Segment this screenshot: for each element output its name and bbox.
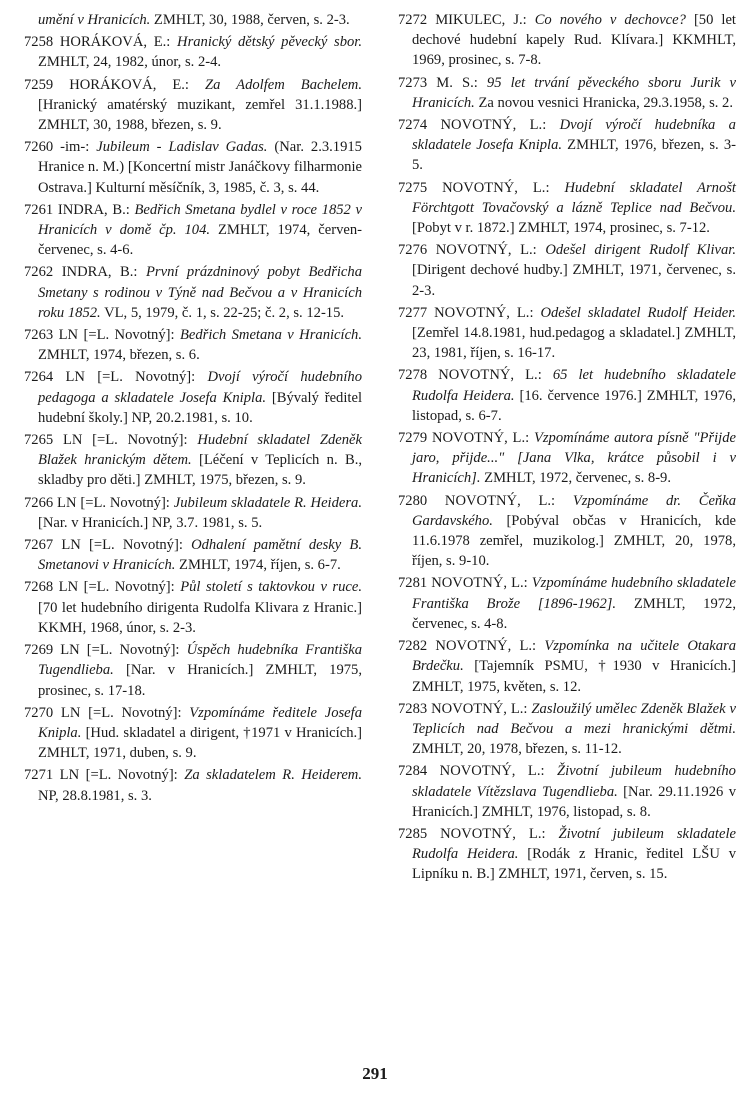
- entry-details: ZMHLT, 24, 1982, únor, s. 2-4.: [38, 54, 222, 71]
- entry-author: 7279 NOVOTNÝ, L.:: [398, 430, 534, 447]
- bibliography-entry: [398, 178, 736, 239]
- bibliography-entry: [398, 10, 736, 71]
- entry-title: Za skladatelem R. Heiderem.: [184, 767, 362, 784]
- entry-title: Vzpomínáme dr. Čeňka Gardavského.: [412, 492, 736, 529]
- entry-author: 7268 LN [=L. Novotný]:: [24, 579, 181, 596]
- entry-details: (Nar. 2.3.1915 Hranice n. M.) [Koncertní mistr Janáčkovy filharmonie Ostrava.] Kulturní měsíčník, 3, 1985, č. 3, s. 44.: [38, 139, 362, 196]
- entry-details: Za novou vesnici Hranicka, 29.3.1958, s. 2.: [474, 94, 734, 111]
- bibliography-entry: [398, 240, 736, 301]
- bibliography-entry: [398, 636, 736, 697]
- entry-details: [Nar. v Hranicích.] ZMHLT, 1975, prosinec, s. 17-18.: [38, 662, 362, 699]
- entry-author: 7260 -im-:: [24, 139, 97, 156]
- entry-author: 7266 LN [=L. Novotný]:: [24, 494, 174, 511]
- entry-details: [Rodák z Hranic, ředitel LŠU v Lipníku n. B.] ZMHLT, 1971, červen, s. 15.: [412, 846, 736, 883]
- entry-author: 7278 NOVOTNÝ, L.:: [398, 367, 553, 384]
- bibliography-entry: [24, 137, 362, 198]
- entry-details: ZMHLT, 1972, červenec, s. 8-9.: [480, 470, 671, 487]
- entry-details: [Léčení v Teplicích n. B., skladby pro děti.] ZMHLT, 1975, březen, s. 9.: [38, 452, 362, 489]
- entry-details: VL, 5, 1979, č. 1, s. 22-25; č. 2, s. 12-15.: [100, 304, 345, 321]
- page-number: 291: [362, 1064, 388, 1083]
- entry-title: Jubileum skladatele R. Heidera.: [173, 494, 363, 511]
- entry-author: 7259 HORÁKOVÁ, E.:: [24, 76, 205, 93]
- entry-author: 7258 HORÁKOVÁ, E.:: [24, 34, 178, 51]
- entry-author: 7269 LN [=L. Novotný]:: [24, 642, 187, 659]
- entry-title: Hudební skladatel Zdeněk Blažek hranickým dětem.: [38, 432, 363, 469]
- entry-author: 7275 NOVOTNÝ, L.:: [398, 179, 565, 196]
- entry-title: Hranický dětský pěvecký sbor.: [177, 34, 362, 51]
- entry-author: 7284 NOVOTNÝ, L.:: [398, 763, 558, 780]
- bibliography-entry: [24, 200, 362, 261]
- entry-title: Životní jubileum skladatele Rudolfa Heidera.: [412, 825, 736, 863]
- entry-details: ZMHLT, 20, 1978, březen, s. 11-12.: [412, 741, 622, 758]
- entry-author: 7280 NOVOTNÝ, L.:: [398, 492, 573, 509]
- entry-details: [Pobyt v r. 1872.] ZMHLT, 1974, prosinec, s. 7-12.: [412, 220, 710, 237]
- bibliography-entry: [24, 325, 362, 365]
- entry-title: Dvojí výročí hudebního pedagoga a skladatele Josefa Knipla.: [38, 369, 362, 406]
- entry-details: [Nar. 29.11.1926 v Hranicích.] ZMHLT, 1976, listopad, s. 8.: [412, 783, 736, 820]
- entry-author: 7262 INDRA, B.:: [24, 264, 146, 281]
- entry-title: Bedřich Smetana bydlel v roce 1852 v Hranicích v domě čp. 104.: [38, 201, 362, 239]
- entry-title: 65 let hudebního skladatele Rudolfa Heidera.: [412, 367, 736, 404]
- entry-title: Odešel skladatel Rudolf Heider.: [540, 304, 736, 321]
- entry-title: Vzpomínáme autora písně "Přijde jaro, přijde..." [Jana Vlka, krátce působil i v Hranicích].: [412, 430, 736, 487]
- entry-details: ZMHLT, 30, 1988, červen, s. 2-3.: [150, 12, 350, 28]
- entry-author: 7271 LN [=L. Novotný]:: [24, 767, 185, 784]
- entry-title: Úspěch hudebníka Františka Tugendlieba.: [38, 642, 363, 679]
- bibliography-entry: [398, 699, 736, 760]
- entry-title: Za Adolfem Bachelem.: [205, 76, 362, 93]
- entry-author: 7270 LN [=L. Novotný]:: [24, 704, 190, 721]
- bibliography-entry: [24, 640, 362, 701]
- entry-author: 7263 LN [=L. Novotný]:: [24, 327, 180, 344]
- entry-title: umění v Hranicích.: [38, 12, 151, 28]
- entry-details: ZMHLT, 1976, březen, s. 3-5.: [412, 137, 736, 174]
- bibliography-entry: [24, 75, 362, 136]
- bibliography-entry: [24, 703, 362, 764]
- bibliography-entry: [24, 262, 362, 323]
- bibliography-entry: [398, 428, 736, 489]
- entry-details: [Dirigent dechové hudby.] ZMHLT, 1971, červenec, s. 2-3.: [412, 262, 736, 299]
- entry-details: [50 let dechové hudební kapely Rud. Klívara.] KKMHLT, 1969, prosinec, s. 7-8.: [412, 12, 736, 69]
- entry-title: Půl století s taktovkou v ruce.: [180, 579, 362, 596]
- bibliography-entry: [398, 303, 736, 364]
- bibliography-entry: [24, 32, 362, 72]
- bibliography-entry: [24, 493, 362, 533]
- entry-details: ZMHLT, 1972, červenec, s. 4-8.: [412, 595, 736, 632]
- entry-title: Co nového v dechovce?: [534, 12, 686, 28]
- entry-author: 7265 LN [=L. Novotný]:: [24, 432, 198, 449]
- entry-title: Odhalení pamětní desky B. Smetanovi v Hranicích.: [38, 537, 362, 574]
- entry-title: Jubileum - Ladislav Gadas.: [96, 139, 268, 156]
- entry-details: [Hud. skladatel a dirigent, †1971 v Hranicích.] ZMHLT, 1971, duben, s. 9.: [38, 724, 362, 762]
- entry-title: Zasloužilý umělec Zdeněk Blažek v Teplicích nad Bečvou a mezi hranickými dětmi.: [412, 700, 736, 737]
- entry-details: [16. července 1976.] ZMHLT, 1976, listopad, s. 6-7.: [412, 387, 736, 424]
- entry-author: 7273 M. S.:: [398, 74, 487, 91]
- bibliography-entry: [398, 761, 736, 822]
- entry-author: 7276 NOVOTNÝ, L.:: [398, 242, 546, 259]
- bibliography-entry: [398, 115, 736, 176]
- bibliography-entry: [24, 577, 362, 638]
- entry-author: 7281 NOVOTNÝ, L.:: [398, 575, 532, 592]
- entry-details: [Nar. v Hranicích.] NP, 3.7. 1981, s. 5.: [38, 514, 263, 531]
- entry-title: 95 let trvání pěveckého sboru Jurik v Hranicích.: [412, 74, 736, 111]
- entry-details: [Zemřel 14.8.1981, hud.pedagog a skladatel.] ZMHLT, 23, 1981, říjen, s. 16-17.: [412, 325, 736, 362]
- bibliography-entry: [398, 824, 736, 885]
- entry-author: 7264 LN [=L. Novotný]:: [24, 369, 208, 386]
- entry-author: 7267 LN [=L. Novotný]:: [24, 537, 192, 554]
- entry-author: 7277 NOVOTNÝ, L.:: [398, 304, 541, 321]
- entry-details: [Pobýval občas v Hranicích, kde 11.6.1978 zemřel, muzikolog.] ZMHLT, 20, 1978, říjen, s. 9-10.: [412, 512, 736, 570]
- entry-title: Vzpomínka na učitele Otakara Brdečku.: [412, 638, 736, 675]
- bibliography-entry: [398, 365, 736, 426]
- entry-details: [Hranický amatérský muzikant, zemřel 31.1.1988.] ZMHLT, 30, 1988, březen, s. 9.: [38, 96, 362, 134]
- right-column: [398, 10, 736, 887]
- bibliography-entry: [24, 765, 362, 805]
- entry-details: [Bývalý ředitel hudební školy.] NP, 20.2.1981, s. 10.: [38, 389, 362, 426]
- entry-title: Vzpomínáme ředitele Josefa Knipla.: [38, 704, 362, 741]
- bibliography-entry: [398, 73, 736, 113]
- entry-title: První prázdninový pobyt Bedřicha Smetany s rodinou v Týně nad Bečvou a v Hranicích roku 1852.: [38, 264, 362, 321]
- bibliography-entry: [24, 535, 362, 575]
- entry-title: Bedřich Smetana v Hranicích.: [179, 327, 363, 344]
- bibliography-entry: [398, 491, 736, 572]
- left-column: [24, 10, 362, 808]
- entry-title: Vzpomínáme hudebního skladatele Františka Brože [1896-1962].: [412, 575, 736, 612]
- bibliography-entry: [24, 10, 362, 30]
- entry-title: Hudební skladatel Arnošt Förchtgott Tovačovský a lázně Teplice nad Bečvou.: [412, 179, 736, 216]
- bibliography-entry: [24, 367, 362, 428]
- entry-author: 7283 NOVOTNÝ, L.:: [398, 700, 532, 717]
- entry-details: NP, 28.8.1981, s. 3.: [38, 787, 152, 804]
- bibliography-entry: [24, 430, 362, 491]
- entry-details: ZMHLT, 1974, říjen, s. 6-7.: [175, 557, 341, 574]
- entry-author: 7282 NOVOTNÝ, L.:: [398, 638, 545, 655]
- entry-details: ZMHLT, 1974, březen, s. 6.: [38, 347, 200, 364]
- entry-details: [70 let hudebního dirigenta Rudolfa Klivara z Hranic.] KKMH, 1968, únor, s. 2-3.: [38, 599, 362, 636]
- entry-author: 7261 INDRA, B.:: [24, 201, 135, 218]
- entry-details: [Tajemník PSMU, †1930 v Hranicích.] ZMHLT, 1975, květen, s. 12.: [412, 658, 736, 695]
- entry-title: Dvojí výročí hudebníka a skladatele Josefa Knipla.: [412, 117, 736, 154]
- entry-author: 7285 NOVOTNÝ, L.:: [398, 825, 559, 842]
- entry-details: ZMHLT, 1974, červen-červenec, s. 4-6.: [38, 222, 362, 259]
- bibliography-entry: [398, 573, 736, 634]
- entry-author: 7272 MIKULEC, J.:: [398, 12, 535, 28]
- entry-title: Odešel dirigent Rudolf Klivar.: [545, 242, 736, 259]
- entry-author: 7274 NOVOTNÝ, L.:: [398, 117, 560, 134]
- entry-title: Životní jubileum hudebního skladatele Vítězslava Tugendlieba.: [412, 763, 736, 800]
